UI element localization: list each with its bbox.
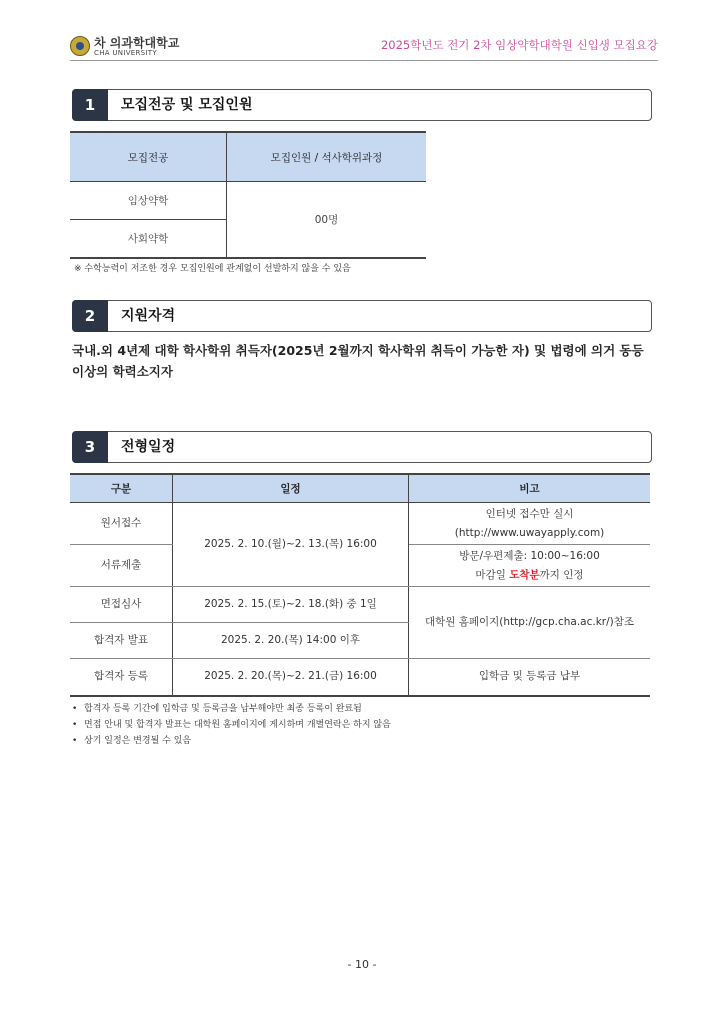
document-title: 2025학년도 전기 2차 임상약학대학원 신입생 모집요강 xyxy=(380,38,658,52)
table-header: 모집전공 xyxy=(70,132,227,182)
header-divider xyxy=(70,60,658,61)
table-header: 구분 xyxy=(70,474,173,503)
table-row xyxy=(70,659,650,696)
table-header: 비고 xyxy=(409,474,651,503)
list-item xyxy=(72,717,391,730)
list-item xyxy=(72,701,362,714)
table-header: 모집인원 / 석사학위과정 xyxy=(227,132,427,182)
date-cell: 2025. 2. 15.(토)~2. 18.(화) 중 1일 xyxy=(173,587,409,623)
university-seal-icon xyxy=(70,36,90,56)
university-logo xyxy=(70,34,200,60)
category-cell: 면접심사 xyxy=(70,587,173,623)
section-number: 2 xyxy=(72,300,108,332)
note-text: 까지 인정 xyxy=(539,568,584,581)
section-header-1 xyxy=(72,89,652,121)
date-cell: 2025. 2. 20.(목) 14:00 이후 xyxy=(173,623,409,659)
bullet-icon: • xyxy=(72,704,78,714)
category-cell: 합격자 발표 xyxy=(70,623,173,659)
recruit-count-cell: 00명 xyxy=(227,182,427,259)
section-title: 전형일정 xyxy=(121,439,176,455)
page-number: - 10 - xyxy=(347,958,377,971)
note-line: (http://www.uwayapply.com) xyxy=(454,526,605,539)
note-line: 인터넷 접수만 실시 xyxy=(485,507,574,520)
note-cell: 입학금 및 등록금 납부 xyxy=(409,659,651,696)
bullet-text: 면접 안내 및 합격자 발표는 대학원 홈페이지에 게시하며 개별연락은 하지 않음 xyxy=(84,720,391,730)
table-header: 일정 xyxy=(173,474,409,503)
major-cell: 사회약학 xyxy=(70,220,227,259)
table-row xyxy=(70,503,650,545)
schedule-table xyxy=(70,473,650,697)
category-cell: 합격자 등록 xyxy=(70,659,173,696)
date-cell: 2025. 2. 10.(월)~2. 13.(목) 16:00 xyxy=(173,503,409,587)
qualification-text: 국내.외 4년제 대학 학사학위 취득자(2025년 2월까지 학사학위 취득이 가능한 자) 및 법령에 의거 동등 이상의 학력소지자 xyxy=(72,343,644,379)
section-number: 1 xyxy=(72,89,108,121)
list-item xyxy=(72,733,191,746)
logo-korean-text: 차 의과학대학교 xyxy=(94,36,180,50)
table-row xyxy=(70,587,650,623)
section-header-3 xyxy=(72,431,652,463)
section-number: 3 xyxy=(72,431,108,463)
note-cell xyxy=(409,545,651,587)
bullet-text: 상기 일정은 변경될 수 있음 xyxy=(84,736,192,746)
highlight-text: 도착분 xyxy=(509,568,540,581)
bullet-text: 합격자 등록 기간에 입학금 및 등록금을 납부해야만 최종 등록이 완료됨 xyxy=(84,704,362,714)
category-cell: 원서접수 xyxy=(70,503,173,545)
note-cell: 대학원 홈페이지(http://gcp.cha.ac.kr/)참조 xyxy=(409,587,651,659)
bullet-icon: • xyxy=(72,736,78,746)
section-title: 모집전공 및 모집인원 xyxy=(121,97,253,113)
note-text: 마감일 xyxy=(475,568,510,581)
date-cell: 2025. 2. 20.(목)~2. 21.(금) 16:00 xyxy=(173,659,409,696)
logo-english-text: CHA UNIVERSITY xyxy=(94,49,157,57)
note-line xyxy=(410,566,649,585)
recruitment-table xyxy=(70,131,426,259)
bullet-icon: • xyxy=(72,720,78,730)
section-title: 지원자격 xyxy=(121,308,176,324)
section-header-2 xyxy=(72,300,652,332)
major-cell: 임상약학 xyxy=(70,182,227,220)
note-cell xyxy=(409,503,651,545)
recruitment-note: ※ 수학능력이 저조한 경우 모집인원에 관계없이 선발하지 않을 수 있음 xyxy=(74,264,351,274)
category-cell: 서류제출 xyxy=(70,545,173,587)
note-line: 방문/우편제출: 10:00~16:00 xyxy=(459,549,600,562)
